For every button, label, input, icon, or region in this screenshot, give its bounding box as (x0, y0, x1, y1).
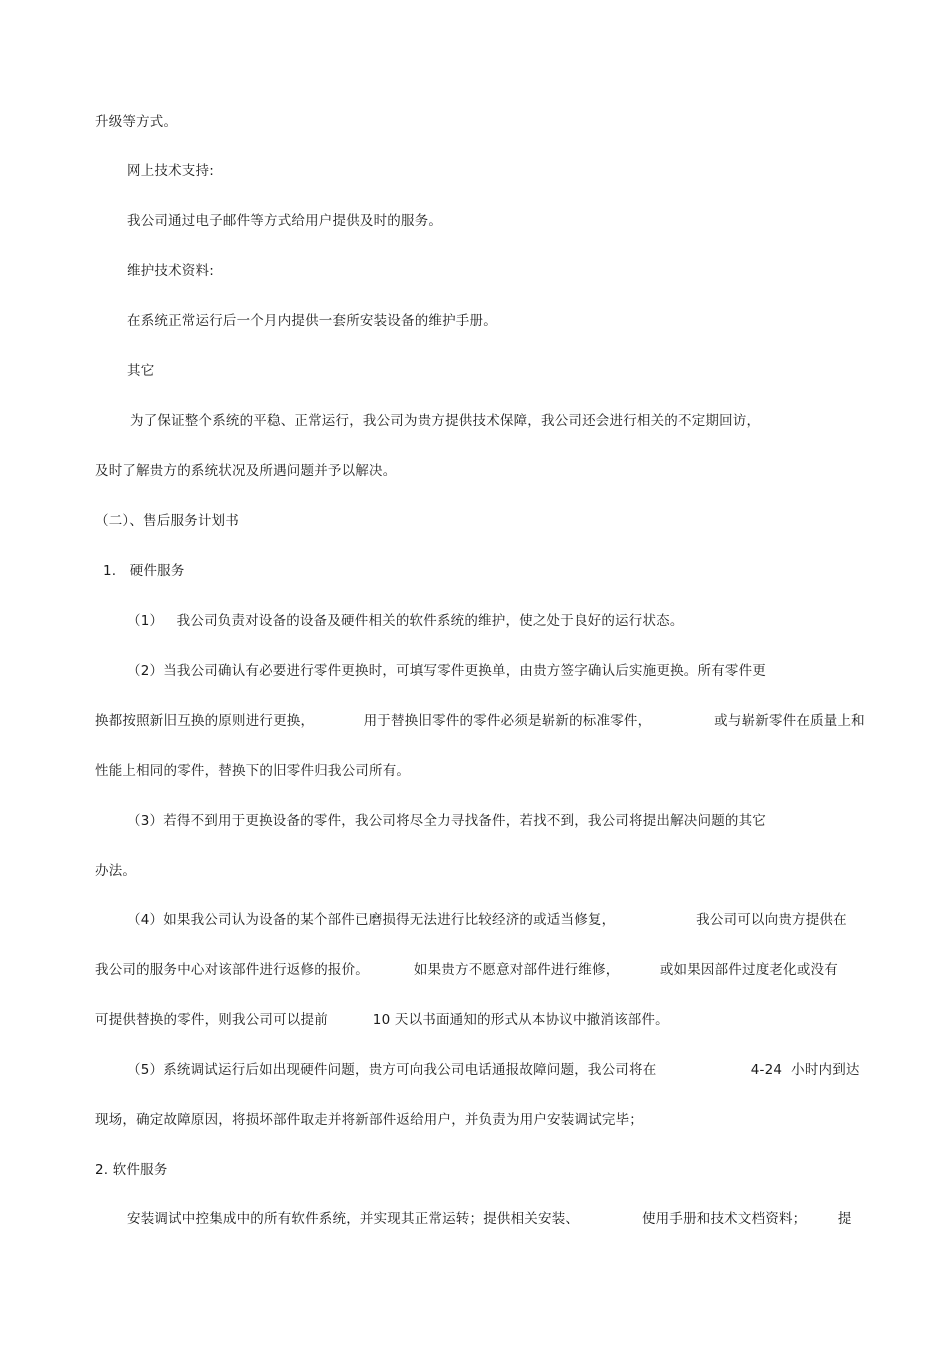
text-line-2: 网上技术支持: (127, 163, 214, 179)
text-line-16: 办法。 (95, 863, 137, 879)
text-line-19: 可提供替换的零件，则我公司可以提前 10 天以书面通知的形式从本协议中撤消该部件。 (95, 1012, 669, 1028)
text-line-17: （4）如果我公司认为设备的某个部件已磨损得无法进行比较经济的或适当修复， 我公司可以向贵方提供在 (127, 912, 847, 928)
text-line-21: 现场，确定故障原因，将损坏部件取走并将新部件返给用户，并负责为用户安装调试完毕； (95, 1112, 643, 1128)
text-line-13: 换都按照新旧互换的原则进行更换， 用于替换旧零件的零件必须是崭新的标准零件， 或与崭新零件在质量上和 (95, 713, 865, 729)
text-line-23: 安装调试中控集成中的所有软件系统，并实现其正常运转；提供相关安装、 使用手册和技术文档资料； 提 (127, 1211, 852, 1227)
text-line-7: 为了保证整个系统的平稳、正常运行，我公司为贵方提供技术保障，我公司还会进行相关的不定期回访， (130, 413, 761, 429)
text-line-14: 性能上相同的零件，替换下的旧零件归我公司所有。 (95, 763, 411, 779)
text-line-20: （5）系统调试运行后如出现硬件问题，贵方可向我公司电话通报故障问题，我公司将在 4-24 小时内到达 (127, 1062, 860, 1078)
text-line-12: （2）当我公司确认有必要进行零件更换时，可填写零件更换单，由贵方签字确认后实施更换。所有零件更 (127, 663, 766, 679)
subsection-heading-hardware: 1. 硬件服务 (103, 563, 185, 579)
text-line-8: 及时了解贵方的系统状况及所遇问题并予以解决。 (95, 463, 397, 479)
text-line-3: 我公司通过电子邮件等方式给用户提供及时的服务。 (127, 213, 443, 229)
text-line-5: 在系统正常运行后一个月内提供一套所安装设备的维护手册。 (127, 313, 497, 329)
text-line-15: （3）若得不到用于更换设备的零件，我公司将尽全力寻找备件，若找不到，我公司将提出解决问题的其它 (127, 813, 766, 829)
section-heading: （二）、售后服务计划书 (95, 513, 239, 529)
text-line-4: 维护技术资料: (127, 263, 214, 279)
text-line-11: （1） 我公司负责对设备的设备及硬件相关的软件系统的维护，使之处于良好的运行状态。 (127, 613, 684, 629)
text-line-1: 升级等方式。 (95, 114, 178, 130)
text-line-18: 我公司的服务中心对该部件进行返修的报价。 如果贵方不愿意对部件进行维修， 或如果因部件过度老化或没有 (95, 962, 838, 978)
subsection-heading-software: 2. 软件服务 (95, 1162, 168, 1178)
text-line-6: 其它 (127, 363, 155, 379)
